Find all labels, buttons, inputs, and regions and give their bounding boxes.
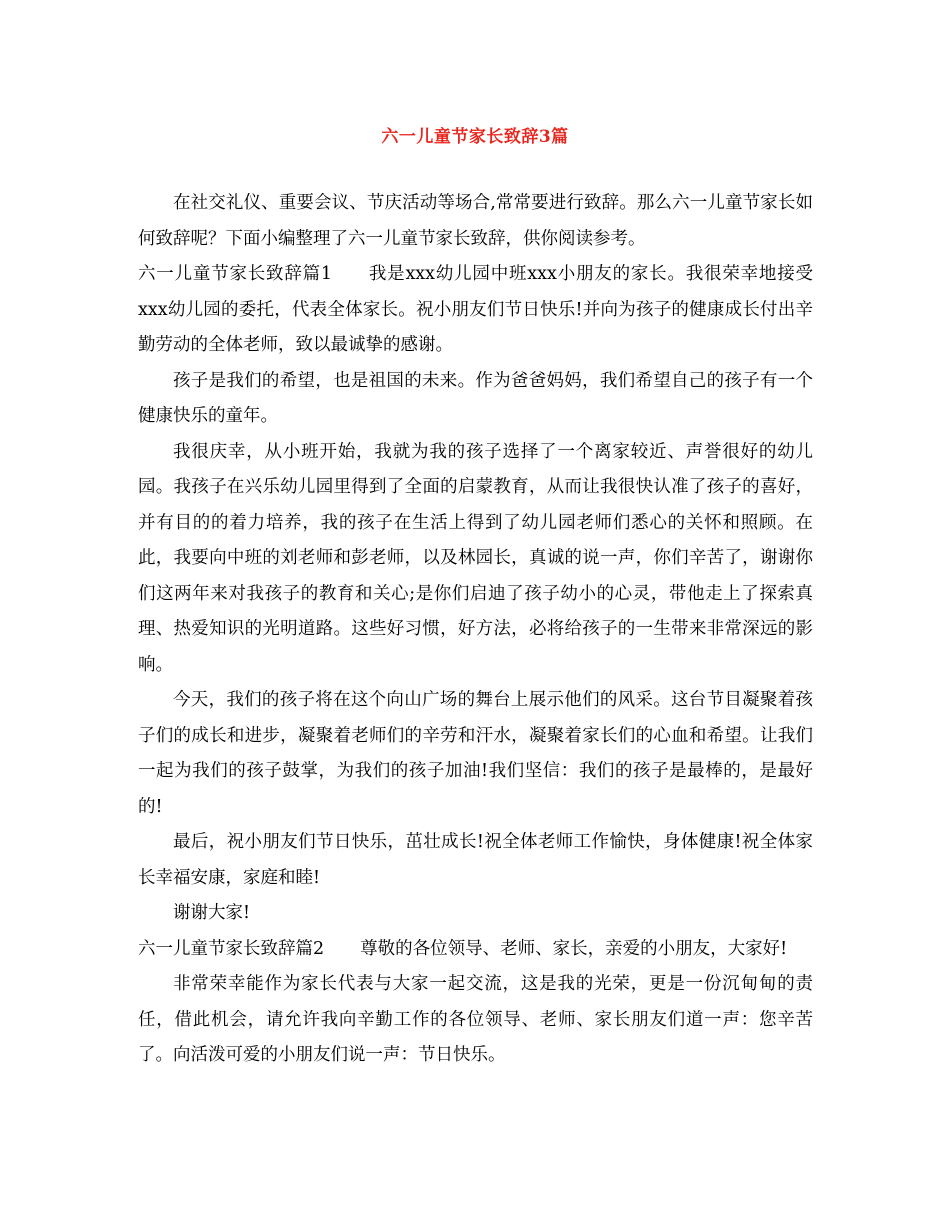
section-1-paragraph-4: 最后，祝小朋友们节日快乐，茁壮成长!祝全体老师工作愉快，身体健康!祝全体家长幸福安康，家庭和睦!	[138, 832, 813, 888]
section-1-lead-text: 我是xxx幼儿园中班xxx小朋友的家长。我很荣幸地接受xxx幼儿园的委托，代表全体家长。祝小朋友们节日快乐!并向为孩子的健康成长付出辛勤劳动的全体老师，致以最诚挚的感谢。	[138, 264, 813, 355]
section-1-heading: 六一儿童节家长致辞篇1	[138, 264, 333, 284]
section-1-lead-paragraph	[138, 257, 813, 364]
section-1-paragraph-5: 谢谢大家!	[173, 903, 251, 923]
section-1-paragraph-1: 孩子是我们的希望，也是祖国的未来。作为爸爸妈妈，我们希望自己的孩子有一个健康快乐的童年。	[138, 370, 813, 426]
section-2-lead-paragraph	[138, 932, 813, 968]
document-title: 六一儿童节家长致辞3篇	[381, 127, 569, 147]
document-body	[138, 186, 813, 1074]
section-1-paragraph-3: 今天，我们的孩子将在这个向山广场的舞台上展示他们的风采。这台节目凝聚着孩子们的成长和进步，凝聚着老师们的辛劳和汗水，凝聚着家长们的心血和希望。让我们一起为我们的孩子鼓掌，为我们的孩子加油!我们坚信：我们的孩子是最棒的，是最好的!	[138, 690, 813, 817]
section-2-paragraph-1: 非常荣幸能作为家长代表与大家一起交流，这是我的光荣，更是一份沉甸甸的责任，借此机会，请允许我向辛勤工作的各位领导、老师、家长朋友们道一声：您辛苦了。向活泼可爱的小朋友们说一声：节日快乐。	[138, 974, 813, 1065]
intro-paragraph: 在社交礼仪、重要会议、节庆活动等场合,常常要进行致辞。那么六一儿童节家长如何致辞呢？下面小编整理了六一儿童节家长致辞，供你阅读参考。	[138, 193, 813, 249]
section-2-lead-text: 尊敬的各位领导、老师、家长，亲爱的小朋友，大家好!	[360, 938, 788, 959]
section-1-paragraph-2: 我很庆幸，从小班开始，我就为我的孩子选择了一个离家较近、声誉很好的幼儿园。我孩子在兴乐幼儿园里得到了全面的启蒙教育，从而让我很快认准了孩子的喜好，并有目的的着力培养，我的孩子在生活上得到了幼儿园老师们悉心的关怀和照顾。在此，我要向中班的刘老师和彭老师，以及林园长，真诚的说一声，你们辛苦了，谢谢你们这两年来对我孩子的教育和关心;是你们启迪了孩子幼小的心灵，带他走上了探索真理、热爱知识的光明道路。这些好习惯，好方法，必将给孩子的一生带来非常深远的影响。	[138, 441, 813, 675]
section-2-heading: 六一儿童节家长致辞篇2	[138, 938, 325, 959]
